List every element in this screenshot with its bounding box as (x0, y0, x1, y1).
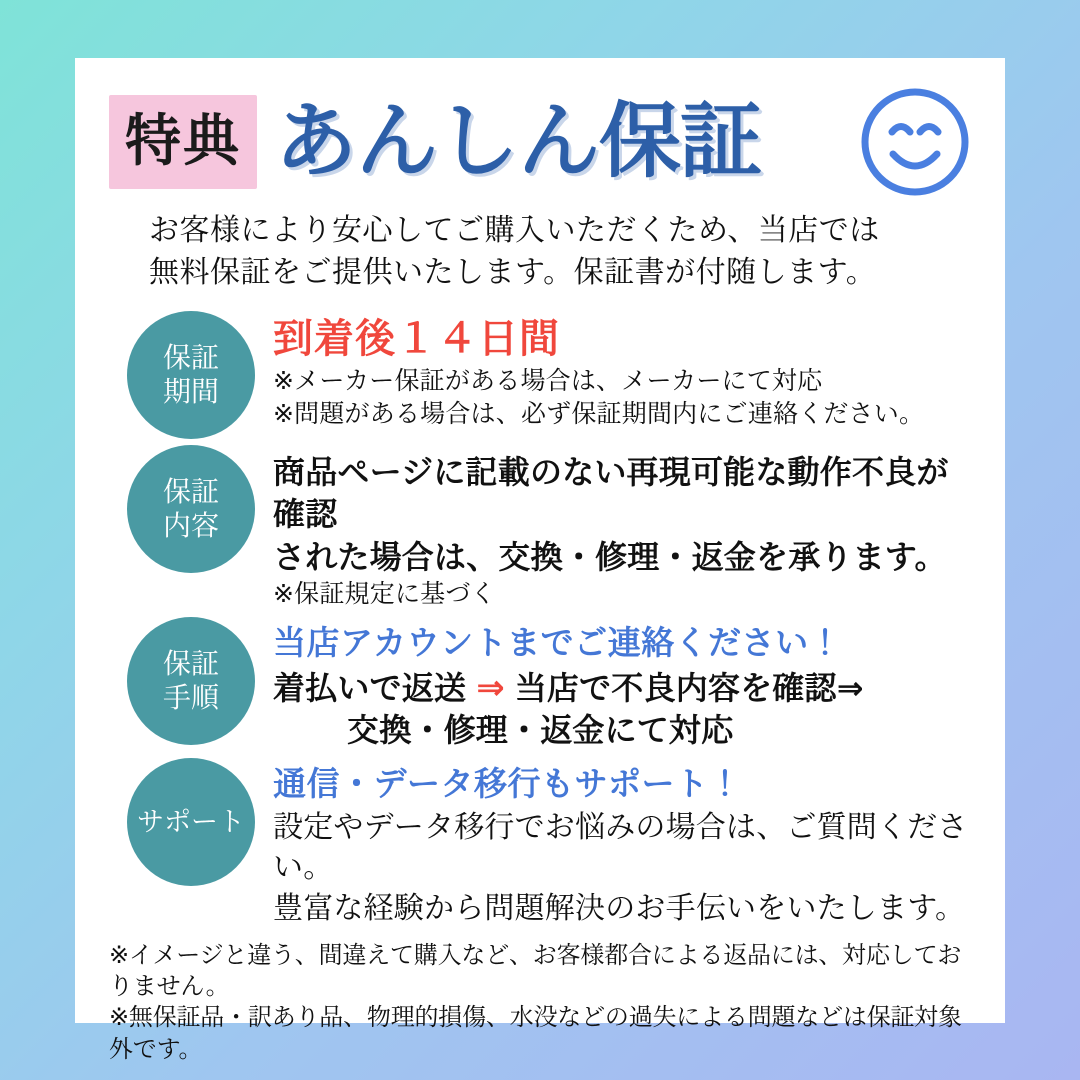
chip-warranty-procedure (127, 617, 255, 745)
warranty-card (75, 58, 1005, 1063)
page-title: あんしん保証 (275, 95, 762, 187)
warranty-period-value: 到着後１４日間 (273, 316, 560, 361)
disclaimer-line-2: ※無保証品・訳あり品、物理的損傷、水没などの過失による問題などは保証対象外です。 (109, 1004, 962, 1063)
row-body (273, 758, 971, 930)
chip-line-2: 内容 (162, 509, 219, 541)
chip-line-2: 期間 (162, 375, 219, 407)
procedure-step-3: 交換・修理・返金にて対応 (347, 712, 734, 749)
row-warranty-procedure (109, 617, 971, 752)
smiley-face-icon (859, 86, 971, 198)
warranty-period-note-2: ※問題がある場合は、必ず保証期間内にご連絡ください。 (273, 399, 925, 428)
intro-text (149, 210, 971, 295)
chip-line-1: 保証 (162, 648, 219, 680)
warranty-period-note-1: ※メーカー保証がある場合は、メーカーにて対応 (273, 366, 823, 395)
card-header (109, 86, 971, 198)
chip-line-1: サポート (137, 806, 245, 837)
chip-line-2: 手順 (162, 682, 219, 714)
row-support (109, 758, 971, 930)
chip-support (127, 758, 255, 886)
arrow-right-icon: ⇒ (476, 668, 505, 707)
chip-warranty-period (127, 311, 255, 439)
procedure-contact-text: 当店アカウントまでご連絡ください！ (273, 624, 843, 662)
row-warranty-period (109, 311, 971, 439)
chip-line-1: 保証 (162, 341, 219, 373)
chip-line-1: 保証 (162, 475, 219, 507)
row-body (273, 445, 971, 612)
support-line-1: 設定やデータ移行でお悩みの場合は、ご質問ください。 (273, 810, 968, 885)
procedure-step-2: 当店で不良内容を確認⇒ (514, 669, 864, 706)
disclaimer-line-1: ※イメージと違う、間違えて購入など、お客様都合による返品には、対応しておりません。 (109, 942, 962, 1001)
procedure-flow (273, 667, 971, 710)
warranty-content-line-2: された場合は、交換・修理・返金を承ります。 (273, 538, 947, 575)
intro-line-2: 無料保証をご提供いたします。保証書が付随します。 (149, 256, 877, 290)
row-warranty-content (109, 445, 971, 612)
procedure-step-1: 着払いで返送 (273, 669, 467, 706)
support-lead: 通信・データ移行もサポート！ (273, 765, 742, 803)
support-line-2: 豊富な経験から問題解決のお手伝いをいたします。 (273, 892, 966, 926)
row-body (273, 617, 971, 752)
benefit-badge: 特典 (109, 95, 257, 189)
warranty-content-note: ※保証規定に基づく (273, 580, 496, 609)
row-body (273, 311, 971, 431)
intro-line-1: お客様により安心してご購入いただくため、当店では (149, 213, 880, 247)
warranty-content-line-1: 商品ページに記載のない再現可能な動作不良が確認 (273, 453, 949, 533)
footer-disclaimer (109, 930, 971, 1065)
chip-warranty-content (127, 445, 255, 573)
warranty-rows (109, 311, 971, 930)
